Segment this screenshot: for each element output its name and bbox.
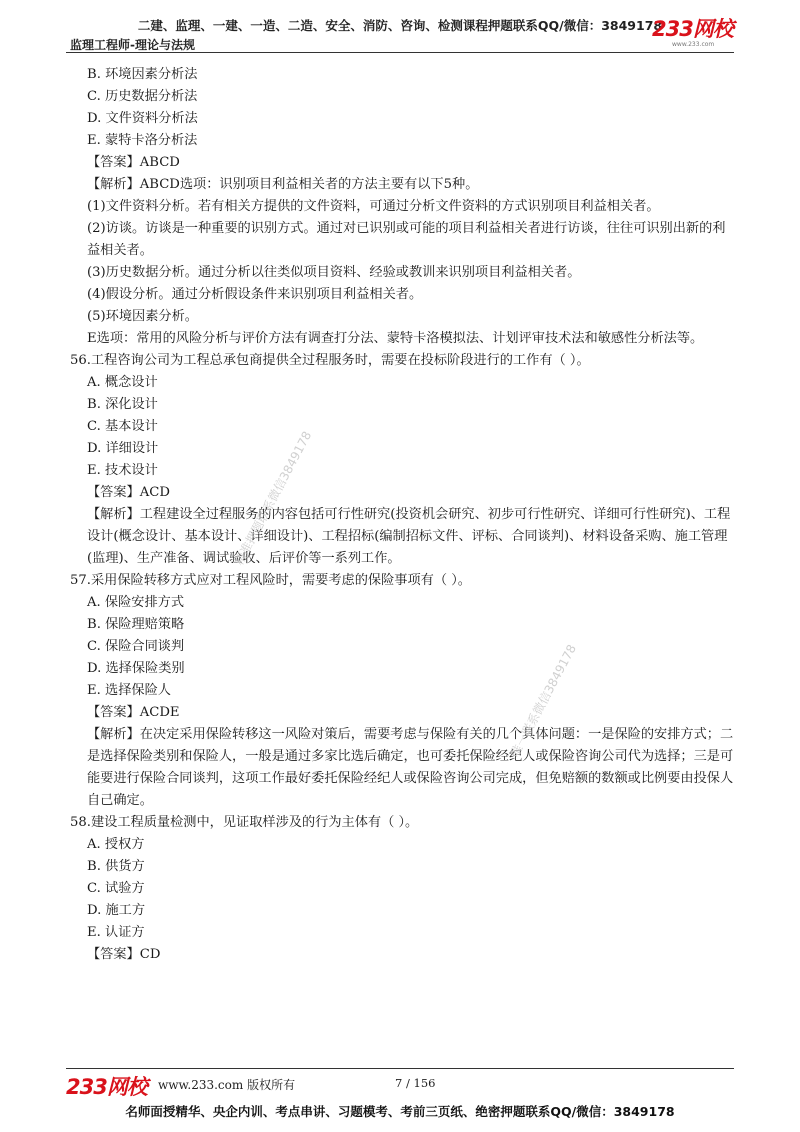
question-line: 57.采用保险转移方式应对工程风险时，需要考虑的保险事项有（ ）。 bbox=[70, 573, 471, 588]
explanation-line: 【解析】ABCD选项：识别项目利益相关者的方法主要有以下5种。 bbox=[87, 177, 479, 192]
option-line: B. 环境因素分析法 bbox=[87, 67, 198, 82]
option-line: A. 授权方 bbox=[87, 837, 145, 852]
option-line: C. 基本设计 bbox=[87, 419, 158, 434]
answer-line: 【答案】ACDE bbox=[87, 705, 180, 720]
question-line: 58.建设工程质量检测中，见证取样涉及的行为主体有（ ）。 bbox=[70, 815, 419, 830]
footer-copyright: www.233.com 版权所有 bbox=[158, 1078, 296, 1092]
explanation-line: 【解析】在决定采用保险转移这一风险对策后，需要考虑与保险有关的几个具体问题：一是保险的安排方式；二是选择保险类别和保险人，一般是通过多家比选后确定，也可委托保险经纪人或保险咨询公司代为选择；三是可能要进行保险合同谈判，这项工作最好委托保险经纪人或保险咨询公司完成，但免赔额的数额或比例要由投保人自己确定。 bbox=[87, 727, 734, 808]
option-line: D. 文件资料分析法 bbox=[87, 111, 198, 126]
brand-logo-url: www.233.com bbox=[672, 41, 715, 48]
option-line: C. 历史数据分析法 bbox=[87, 89, 198, 104]
explanation-line: (3)历史数据分析。通过分析以往类似项目资料、经验或教训来识别项目利益相关者。 bbox=[87, 265, 581, 280]
document-body bbox=[70, 64, 734, 966]
option-line: A. 概念设计 bbox=[87, 375, 158, 390]
watermark-second: 唯一联系微信3849178 bbox=[507, 642, 580, 760]
option-line: C. 试验方 bbox=[87, 881, 145, 896]
explanation-line: (5)环境因素分析。 bbox=[87, 309, 198, 324]
footer-promo: 名师面授精华、央企内训、考点串讲、习题模考、考前三页纸、绝密押题联系QQ/微信：3849178 bbox=[125, 1104, 675, 1119]
explanation-line: 【解析】工程建设全过程服务的内容包括可行性研究(投资机会研究、初步可行性研究、详细可行性研究)、工程设计(概念设计、基本设计、详细设计)、工程招标(编制招标文件、评标、合同谈判)、材料设备采购、施工管理(监理)、生产准备、调试验收、后评价等一系列工作。 bbox=[87, 507, 731, 566]
watermark-first: 精准押题联系微信3849178 bbox=[231, 428, 315, 568]
option-line: B. 保险理赔策略 bbox=[87, 617, 185, 632]
document-subtitle: 监理工程师-理论与法规 bbox=[70, 38, 195, 52]
explanation-line: (4)假设分析。通过分析假设条件来识别项目利益相关者。 bbox=[87, 287, 423, 302]
option-line: E. 选择保险人 bbox=[87, 683, 171, 698]
explanation-line: E选项：常用的风险分析与评价方法有调查打分法、蒙特卡洛模拟法、计划评审技术法和敏感性分析法等。 bbox=[87, 331, 704, 346]
option-line: D. 施工方 bbox=[87, 903, 146, 918]
option-line: C. 保险合同谈判 bbox=[87, 639, 185, 654]
header-divider bbox=[66, 52, 734, 53]
explanation-line: (2)访谈。访谈是一种重要的识别方式。通过对已识别或可能的项目利益相关者进行访谈，往往可识别出新的利益相关者。 bbox=[87, 221, 726, 258]
option-line: D. 详细设计 bbox=[87, 441, 159, 456]
answer-line: 【答案】ABCD bbox=[87, 155, 180, 170]
explanation-line: (1)文件资料分析。若有相关方提供的文件资料，可通过分析文件资料的方式识别项目利益相关者。 bbox=[87, 199, 660, 214]
option-line: D. 选择保险类别 bbox=[87, 661, 185, 676]
footer-divider bbox=[66, 1068, 734, 1069]
answer-line: 【答案】CD bbox=[87, 947, 161, 962]
option-line: E. 认证方 bbox=[87, 925, 145, 940]
footer-logo: 233网校 bbox=[66, 1075, 147, 1099]
header-promo: 二建、监理、一建、一造、二造、安全、消防、咨询、检测课程押题联系QQ/微信：3849178 bbox=[137, 18, 663, 33]
brand-logo: 233网校 bbox=[652, 17, 733, 41]
answer-line: 【答案】ACD bbox=[87, 485, 170, 500]
option-line: B. 深化设计 bbox=[87, 397, 158, 412]
page-number: 7 / 156 bbox=[395, 1076, 436, 1090]
question-line: 56.工程咨询公司为工程总承包商提供全过程服务时，需要在投标阶段进行的工作有（ ）。 bbox=[70, 353, 590, 368]
option-line: E. 蒙特卡洛分析法 bbox=[87, 133, 198, 148]
option-line: B. 供货方 bbox=[87, 859, 145, 874]
option-line: A. 保险安排方式 bbox=[87, 595, 185, 610]
option-line: E. 技术设计 bbox=[87, 463, 158, 478]
